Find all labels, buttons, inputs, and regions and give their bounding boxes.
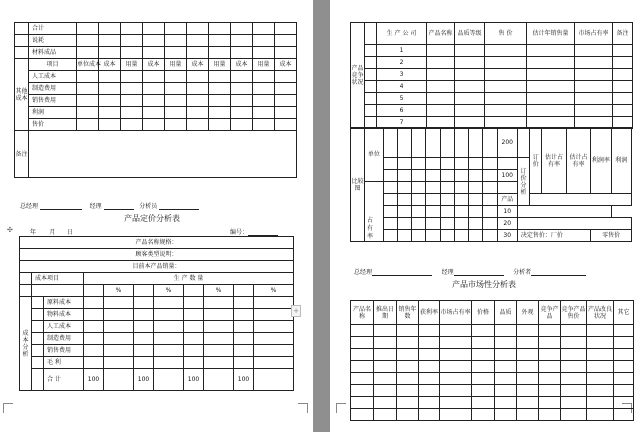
side-label: 其他成本 [15,59,29,131]
cost-comparison-table [14,22,297,178]
analyst-label: 分析者 [513,269,532,276]
header-cell: 售 价 [485,23,527,45]
date-year: 年 [30,229,37,236]
comparison-table [350,127,632,242]
row-number: 1 [377,45,427,57]
table-row [15,35,297,47]
row-number: 3 [377,69,427,81]
remarks-cell [29,131,297,178]
side-label: 比较图 [351,128,365,242]
header-cell: 生 产 公 司 [377,23,427,45]
market-analysis-table [350,300,634,421]
header-cell: 品质 [495,301,517,325]
percent-cell: % [204,285,234,297]
table-header-row [20,273,294,285]
table-row [20,333,294,345]
header-cell: 产品名称 [427,23,455,45]
table-row [15,23,297,35]
manager-label: 经理 [441,269,454,276]
table-row [20,357,294,369]
total-value: 100 [134,369,154,391]
crop-mark-bottom-left [336,403,346,413]
customer-type-row: 顾客类型说明： [20,249,294,261]
price-scale: 100 [497,170,517,182]
header-cell: 市场占有率 [440,301,472,325]
scroll-expand-button[interactable]: + [291,305,301,317]
manager-label: 经理 [89,203,102,210]
row-number: 6 [377,105,427,117]
row-label: 制造费用 [44,333,84,345]
row-label: 销售费用 [44,345,84,357]
total-value: 100 [234,369,254,391]
table-row [351,57,633,69]
right-header: 利润 [611,128,631,194]
general-manager-label: 总经理 [20,203,39,210]
table-row [351,409,634,421]
price-scale: 200 [497,128,517,158]
header-cell: 单位成本 [77,59,99,71]
product-label: 产品 [497,194,517,206]
header-cell: 产品名称 [351,301,374,325]
percent-cell: % [154,285,184,297]
signature-line [354,267,586,276]
header-cell: 品质等级 [455,23,485,45]
table-row [20,309,294,321]
row-label: 原料成本 [44,297,84,309]
table-row [351,337,634,349]
table-move-handle-icon[interactable]: ✣ [7,226,13,234]
row-label: 销售费用 [29,95,77,107]
right-header: 估计占有率 [542,128,566,194]
header-cell: 用量 [253,59,275,71]
row-label: 合计 [29,23,77,35]
table-row [351,230,632,242]
table-row [351,349,634,361]
table-row [351,45,633,57]
analyst-label: 分析员 [139,203,158,210]
row-label: 人工成本 [29,71,77,83]
percent-cell: % [254,285,294,297]
header-cell: 市场占有率 [575,23,613,45]
table-row [351,373,634,385]
right-header: 利润率 [591,128,611,194]
header-cell: 竞争产品售价 [561,301,587,325]
page-gutter [313,0,330,432]
table-row [351,81,633,93]
row-label: 说耗 [29,35,77,47]
header-cell: 成本 [143,59,165,71]
table-row [351,385,634,397]
row-number: 4 [377,81,427,93]
info-row [20,261,294,273]
number-field: 编号： [230,227,278,236]
page-title: 产品定价分析表 [124,214,180,223]
competition-table [350,22,633,129]
page-title: 产品市场性分析表 [452,280,516,289]
crop-mark-bottom-right [298,403,308,413]
row-label: 人工成本 [44,321,84,333]
share-scale: 10 [497,206,517,218]
row-label: 毛 利 [44,357,84,369]
row-number: 5 [377,93,427,105]
header-cell: 获利率 [419,301,440,325]
table-row [15,47,297,59]
remarks-label: 备注 [15,131,29,178]
header-cell: 估计年销售量 [527,23,575,45]
table-row [20,345,294,357]
right-header: 估计占有率 [566,128,590,194]
product-spec-row: 产品名称规格： [20,237,294,249]
header-cell: 用量 [209,59,231,71]
row-label: 物料成本 [44,309,84,321]
table-row [15,95,297,107]
header-cell: 外观 [517,301,539,325]
header-cell: 成本 [231,59,253,71]
header-cell: 成本 [187,59,209,71]
remarks-row [15,131,297,178]
table-row [351,93,633,105]
row-number: 2 [377,57,427,69]
header-cell: 销售年数 [397,301,419,325]
cost-items-header: 成本项目 [32,273,84,285]
production-volume-header: 生 产 数 量 [84,273,294,285]
table-row [15,119,297,131]
table-row [351,397,634,409]
date-month: 月 [49,229,56,236]
table-row [351,361,634,373]
header-cell: 产品改良状况 [587,301,614,325]
date-day: 日 [66,229,73,236]
percent-cell: % [104,285,134,297]
row-label: 利润 [29,107,77,119]
header-cell: 其它 [614,301,634,325]
signature-line [20,201,199,210]
date-line [30,227,73,236]
crop-mark-bottom-left [3,403,13,413]
unit-label: 单位 [365,128,383,182]
side-label: 产品竞争状况 [351,23,365,129]
info-row [20,237,294,249]
header-cell: 用量 [165,59,187,71]
table-row [351,194,632,206]
number-label: 编号 [230,229,243,236]
table-row [351,69,633,81]
header-cell: 价格 [472,301,495,325]
decision-price: 决定售价：厂价 [517,230,590,242]
table-header-row [351,301,634,325]
table-row [351,218,632,230]
right-document-page [330,0,640,432]
left-document-page [0,0,313,432]
right-header: 订价 [530,128,542,194]
header-cell: 项目 [29,59,77,71]
header-cell: 推出日期 [374,301,397,325]
percent-row [20,285,294,297]
header-cell: 成本 [99,59,121,71]
row-number: 7 [377,117,427,129]
table-row [20,297,294,309]
table-row [351,206,632,218]
order-price-label: 订价分析 [517,158,529,206]
header-cell: 成本 [275,59,297,71]
share-scale: 30 [497,230,517,242]
table-row [351,325,634,337]
general-manager-label: 总经理 [354,269,373,276]
pricing-analysis-table [19,236,294,391]
row-label: 制造费用 [29,83,77,95]
total-value: 100 [184,369,204,391]
row-label: 售价 [29,119,77,131]
total-value: 100 [84,369,104,391]
retail-price: 零售价 [591,230,632,242]
row-label: 材料成品 [29,47,77,59]
table-row [351,128,632,158]
table-row [15,83,297,95]
table-row [15,107,297,119]
header-cell: 用量 [121,59,143,71]
table-row [351,105,633,117]
total-row [20,369,294,391]
table-row [15,71,297,83]
table-row [20,321,294,333]
current-sales-row: 目前本产品销量： [20,261,294,273]
header-cell: 竞争产品 [539,301,561,325]
table-header-row [15,59,297,71]
side-label: 成本分析 [20,297,32,391]
info-row [20,249,294,261]
header-cell: 备注 [613,23,633,45]
table-header-row [351,23,633,45]
row-label: 合 计 [44,369,84,391]
share-scale: 20 [497,218,517,230]
share-label: 占有率 [367,217,374,240]
